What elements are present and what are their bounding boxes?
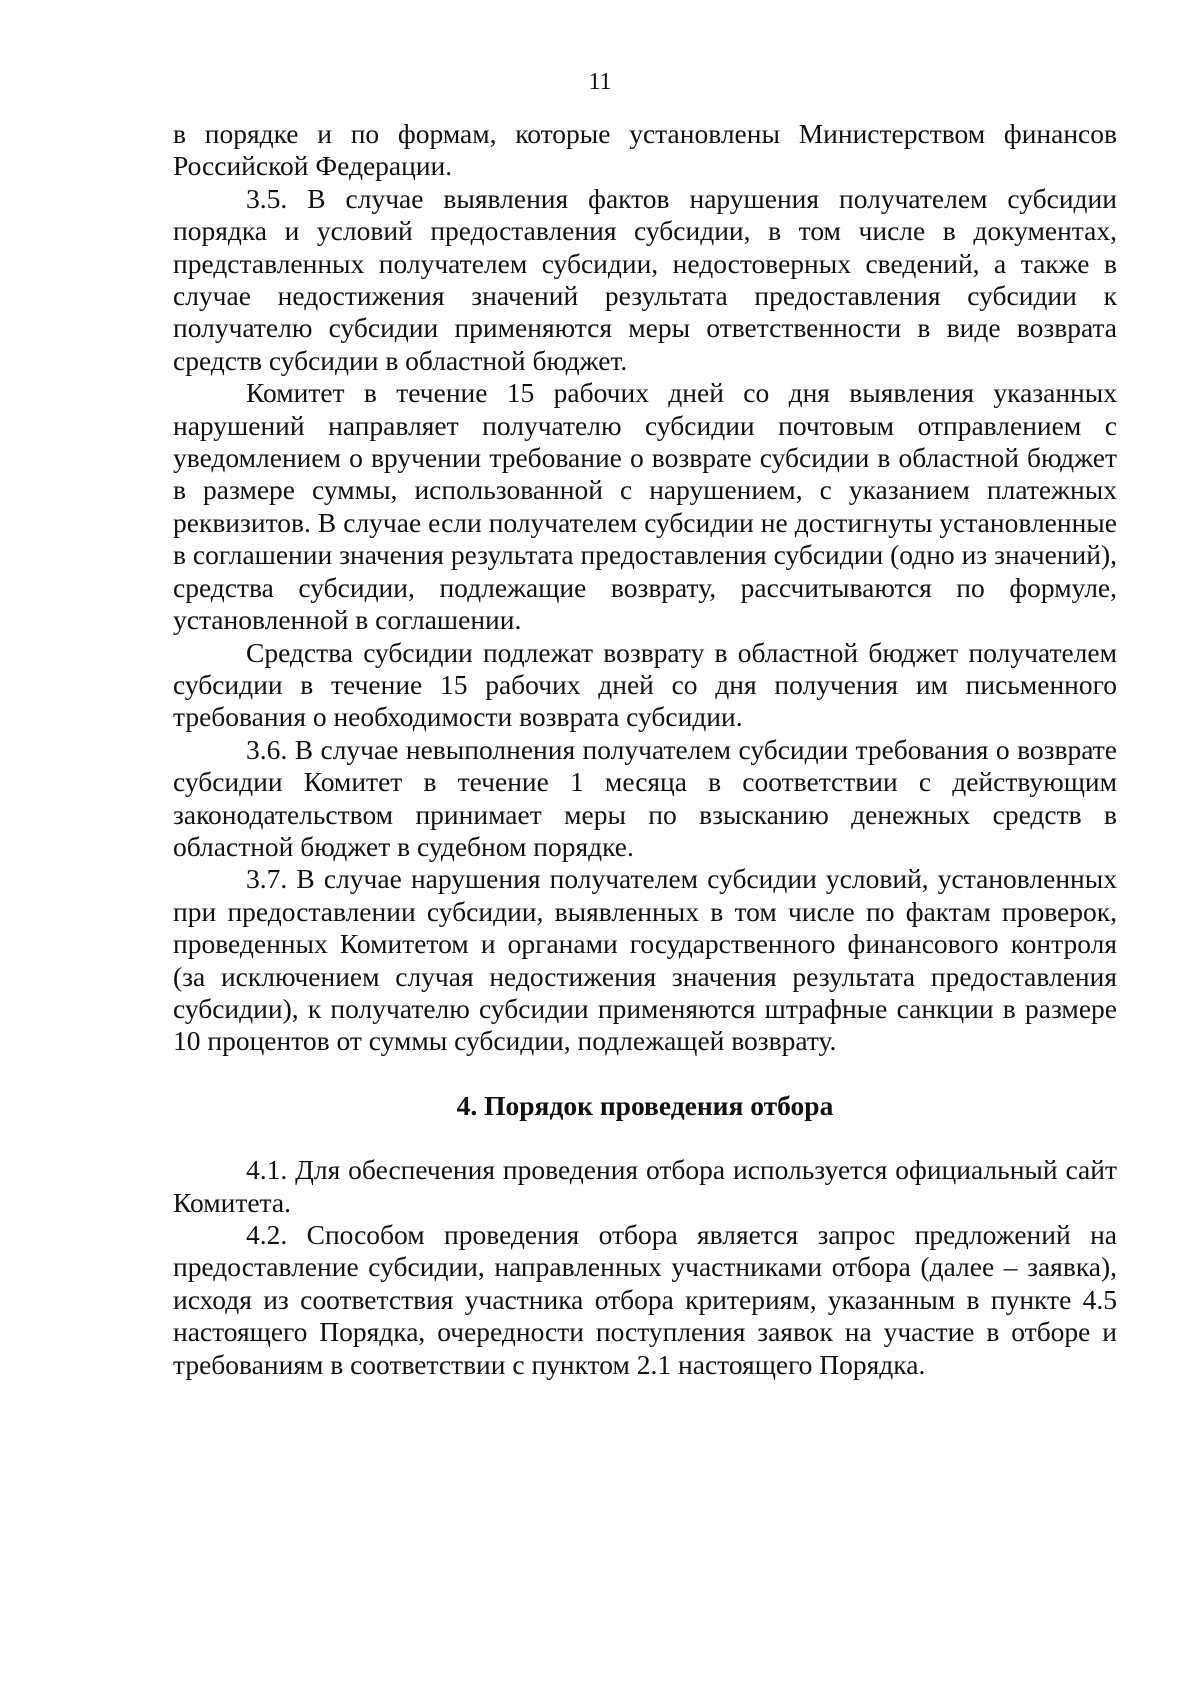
- page-number: 11: [588, 69, 612, 95]
- paragraph-3-7: 3.7. В случае нарушения получателем субсидии условий, установленных при предоставлении субсидии, выявленных в том числе по фактам проверок, проведенных Комитетом и органами государственного финансового контроля (за исключением случая недостижения значения результата предоставления субсидии), к получателю субсидии применяются штрафные санкции в размере 10 процентов от суммы субсидии, подлежащей возврату.: [173, 863, 1117, 1057]
- document-body: [173, 118, 1117, 1381]
- paragraph-continuation: в порядке и по формам, которые установлены Министерством финансов Российской Федерации.: [173, 118, 1117, 182]
- paragraph-refund-term: Средства субсидии подлежат возврату в областной бюджет получателем субсидии в течение 15 рабочих дней со дня получения им письменного требования о необходимости возврата субсидии.: [173, 636, 1117, 733]
- section-heading: 4. Порядок проведения отбора: [456, 1089, 834, 1121]
- paragraph-3-6: 3.6. В случае невыполнения получателем субсидии требования о возврате субсидии Комитет в течение 1 месяца в соответствии с действующим законодательством принимает меры по взысканию денежных средств в областной бюджет в судебном порядке.: [173, 733, 1117, 862]
- paragraph-committee-notice: Комитет в течение 15 рабочих дней со дня выявления указанных нарушений направляет получателю субсидии почтовым отправлением с уведомлением о вручении требование о возврате субсидии в областной бюджет в размере суммы, использованной с нарушением, с указанием платежных реквизитов. В случае если получателем субсидии не достигнуты установленные в соглашении значения результата предоставления субсидии (одно из значений), средства субсидии, подлежащие возврату, рассчитываются по формуле, установленной в соглашении.: [173, 377, 1117, 636]
- paragraph-4-2: 4.2. Способом проведения отбора является запрос предложений на предоставление субсидии, направленных участниками отбора (далее – заявка), исходя из соответствия участника отбора критериям, указанным в пункте 4.5 настоящего Порядка, очередности поступления заявок на участие в отборе и требованиям в соответствии с пунктом 2.1 настоящего Порядка.: [173, 1219, 1117, 1380]
- paragraph-4-1: 4.1. Для обеспечения проведения отбора используется официальный сайт Комитета.: [173, 1154, 1117, 1218]
- paragraph-3-5: 3.5. В случае выявления фактов нарушения получателем субсидии порядка и условий предоставления субсидии, в том числе в документах, представленных получателем субсидии, недостоверных сведений, а также в случае недостижения значений результата предоставления субсидии к получателю субсидии применяются меры ответственности в виде возврата средств субсидии в областной бюджет.: [173, 182, 1117, 376]
